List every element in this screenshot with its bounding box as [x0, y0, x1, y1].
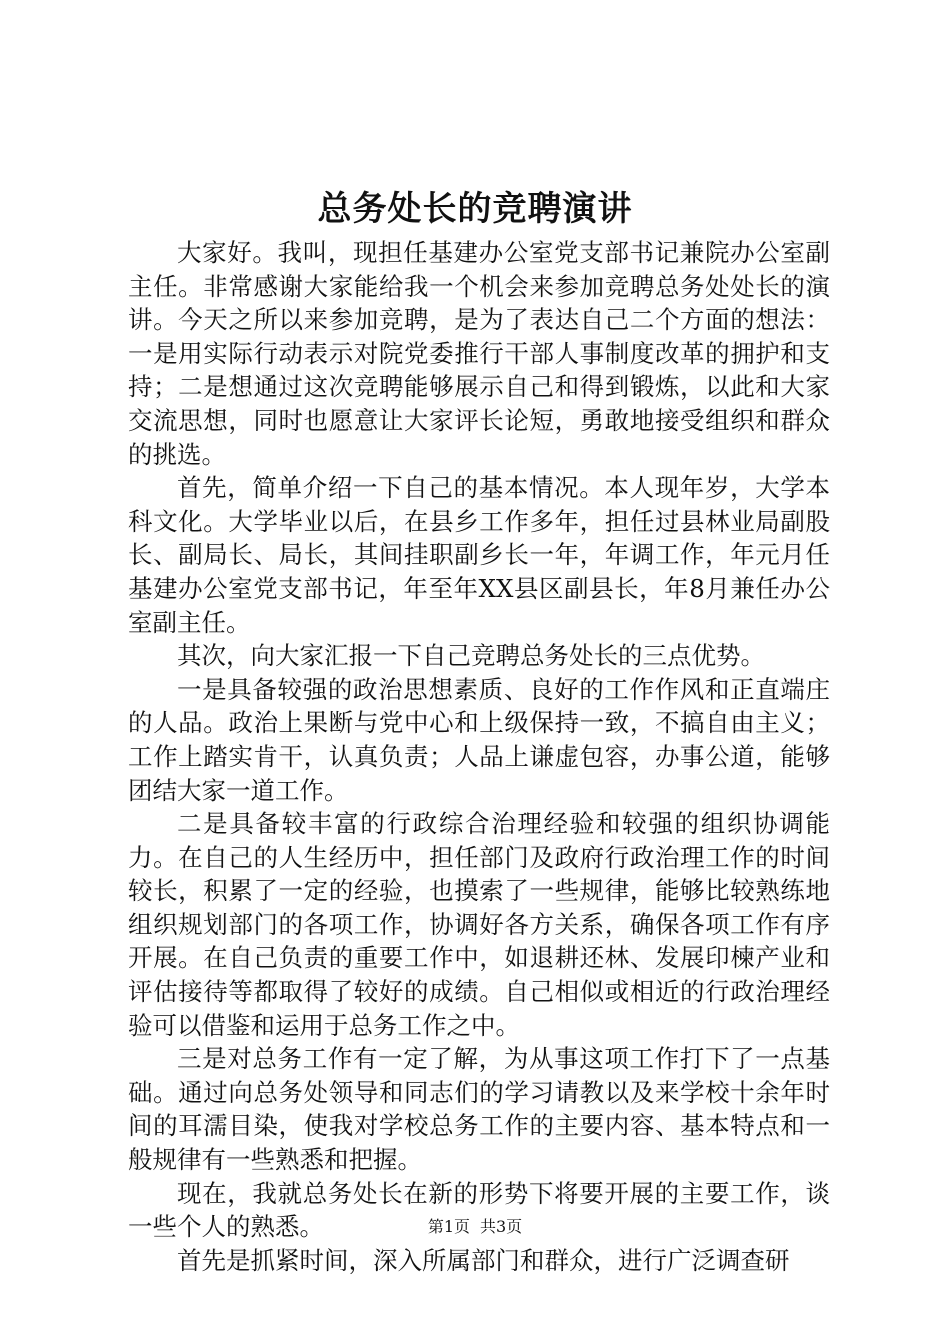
- document-body: [128, 236, 830, 1277]
- paragraph-work-plan-intro: 现在，我就总务处长在新的形势下将要开展的主要工作，谈一些个人的熟悉。: [128, 1178, 830, 1242]
- page-number: 第1页: [427, 1217, 470, 1236]
- paragraph-greeting: 大家好。我叫，现担任基建办公室党支部书记兼院办公室副主任。非常感谢大家能给我一个机会来参加竞聘总务处处长的演讲。今天之所以来参加竞聘，是为了表达自己二个方面的想法：一是用实际行动表示对院党委推行干部人事制度改革的拥护和支持；二是想通过这次竞聘能够展示自己和得到锻炼，以此和大家交流思想，同时也愿意让大家评长论短，勇敢地接受组织和群众的挑选。: [128, 238, 830, 469]
- page-footer: [0, 1216, 950, 1238]
- document-title: 总务处长的竞聘演讲: [317, 189, 633, 229]
- page-total: 共3页: [480, 1217, 523, 1236]
- paragraph-work-plan-first: 首先是抓紧时间，深入所属部门和群众，进行广泛调查研: [177, 1245, 790, 1275]
- paragraph-advantages-intro: 其次，向大家汇报一下自己竞聘总务处长的三点优势。: [177, 641, 765, 671]
- paragraph-advantage-one: 一是具备较强的政治思想素质、良好的工作作风和正直端庄的人品。政治上果断与党中心和上级保持一致，不搞自由主义；工作上踏实肯干，认真负责；人品上谦虚包容，办事公道，能够团结大家一道工作。: [128, 674, 830, 805]
- paragraph-advantage-two: 二是具备较丰富的行政综合治理经验和较强的组织协调能力。在自己的人生经历中，担任部门及政府行政治理工作的时间较长，积累了一定的经验，也摸索了一些规律，能够比较熟练地组织规划部门的各项工作，协调好各方关系，确保各项工作有序开展。在自己负责的重要工作中，如退耕还林、发展印楝产业和评估接待等都取得了较好的成绩。自己相似或相近的行政治理经验可以借鉴和运用于总务工作之中。: [128, 809, 830, 1040]
- paragraph-background: 首先，简单介绍一下自己的基本情况。本人现年岁，大学本科文化。大学毕业以后，在县乡工作多年，担任过县林业局副股长、副局长、局长，其间挂职副乡长一年，年调工作，年元月任基建办公室党支部书记，年至年XX县区副县长，年8月兼任办公室副主任。: [128, 473, 830, 637]
- paragraph-advantage-three: 三是对总务工作有一定了解，为从事这项工作打下了一点基础。通过向总务处领导和同志们的学习请教以及来学校十余年时间的耳濡目染，使我对学校总务工作的主要内容、基本特点和一般规律有一些熟悉和把握。: [128, 1044, 830, 1175]
